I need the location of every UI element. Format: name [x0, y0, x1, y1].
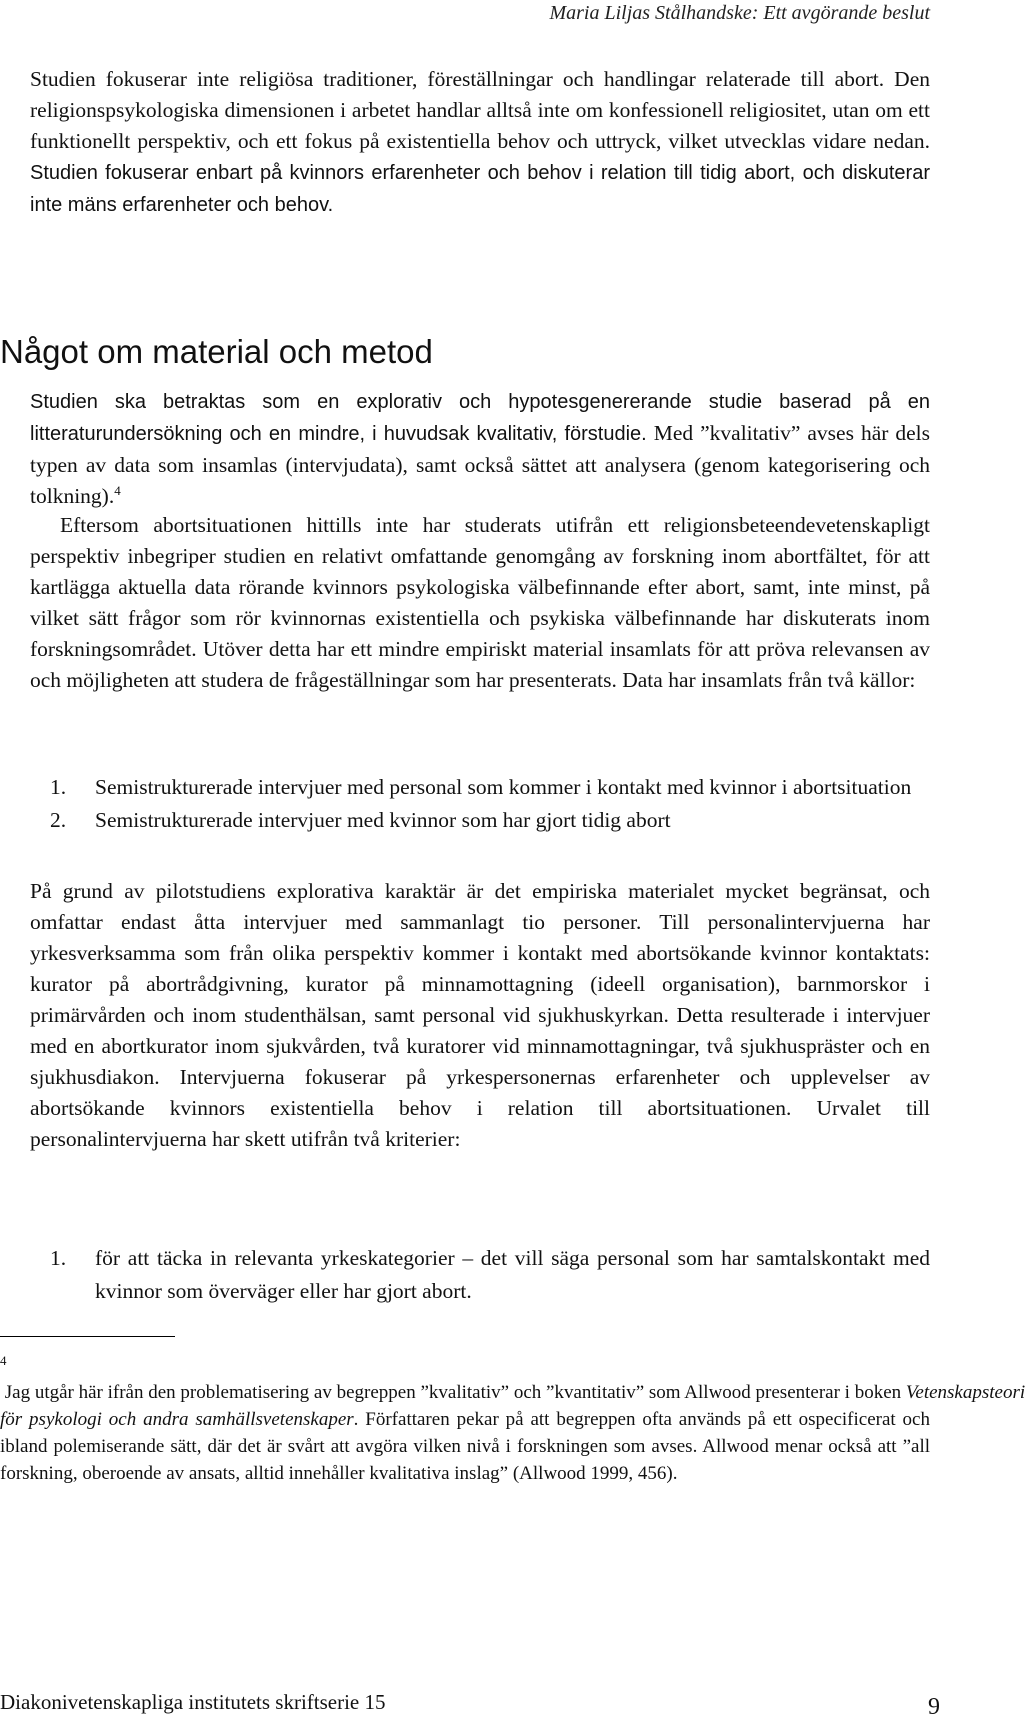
footnote-text-b: . Författaren pekar på att begreppen ofta används på ett ospecificerat och ibland polemiserande sätt, där det är svårt att avgöra vilken nivå i forskningen som avses. Allwood menar också att ”all forskning, oberoende av ansats, alltid innehåller kvalitativa inslag” (Allwood 1999, 456).: [0, 1409, 930, 1484]
list-text: för att täcka in relevanta yrkeskategorier – det vill säga personal som har samtalskontakt med kvinnor som överväger eller har gjort abort.: [95, 1246, 930, 1303]
page-number: 9: [928, 1694, 940, 1720]
footnote-divider: [0, 1336, 175, 1337]
list-text: Semistrukturerade intervjuer med kvinnor som har gjort tidig abort: [95, 808, 671, 832]
list-item: [30, 804, 930, 837]
list-text: Semistrukturerade intervjuer med personal som kommer i kontakt med kvinnor i abortsituation: [95, 775, 912, 799]
footnote-reference[interactable]: 4: [114, 483, 121, 498]
footnote-marker: 4: [0, 1353, 7, 1368]
method-paragraph-1: [30, 386, 930, 512]
footnote-book-title: Vetenskapsteori för psykologi och andra samhällsvetenskaper: [0, 1382, 1025, 1430]
method-p1-serif: Med ”kvalitativ” avses här dels typen av data som insamlas (intervjudata), samt också sättet att analysera (genom kategorisering och tolkning).: [30, 421, 931, 508]
section-heading: Något om material och metod: [0, 333, 433, 370]
intro-sans-text: Studien fokuserar enbart på kvinnors erfarenheter och behov i relation till tidig abort, och diskuterar inte mäns erfarenheter och behov.: [30, 162, 930, 216]
list-number: 2.: [50, 808, 67, 832]
footnote-text-a: Jag utgår här ifrån den problematisering av begreppen ”kvalitativ” och ”kvantitativ” som Allwood presenterar i boken: [0, 1382, 906, 1403]
list-number: 1.: [50, 1246, 67, 1270]
running-header: Maria Liljas Stålhandske: Ett avgörande beslut: [549, 2, 930, 24]
intro-paragraph: [30, 64, 930, 221]
source-list: [30, 771, 930, 837]
intro-serif-text: Studien fokuserar inte religiösa traditioner, föreställningar och handlingar relaterade till abort. Den religionspsykologiska dimensionen i arbetet handlar alltså inte om konfessionell religiositet, utan om ett funktionellt perspektiv, och ett fokus på existentiella behov och uttryck, vilket utvecklas vidare nedan.: [30, 67, 930, 153]
list-number: 1.: [50, 775, 67, 799]
list-item: [30, 771, 930, 804]
method-paragraph-2: Eftersom abortsituationen hittills inte har studerats utifrån ett religionsbeteendevetenskapligt perspektiv inbegriper studien en relativt omfattande genomgång av forskning inom abortfältet, för att kartlägga aktuella data rörande kvinnors psykologiska välbefinnande efter abort, samt, inte minst, på vilket sätt frågor som rör kvinnornas existentiella och psykiska välbefinnande har diskuterats inom forskningsområdet. Utöver detta har ett mindre empiriskt material insamlats för att pröva relevansen av och möjligheten att studera de frågeställningar som har presenterats. Data har insamlats från två källor:: [30, 513, 930, 692]
series-footer: Diakonivetenskapliga institutets skriftserie 15: [0, 1690, 386, 1714]
footnote: [0, 1352, 1025, 1487]
method-paragraph-3: På grund av pilotstudiens explorativa karaktär är det empiriska materialet mycket begränsat, och omfattar endast åtta intervjuer med sammanlagt tio personer. Till personalintervjuerna har yrkesverksamma som från olika perspektiv kommer i kontakt med abortsökande kvinnor kontaktats: kurator på abortrådgivning, kurator på minnamottagning (ideell organisation), barnmorskor i primärvården och inom studenthälsan, samt personal vid sjukhuskyrkan. Detta resulterade i intervjuer med en abortkurator inom sjukvården, två kuratorer vid minnamottagningar, två sjukhuspräster och en sjukhusdiakon. Intervjuerna fokuserar på yrkespersonernas erfarenheter och upplevelser av abortsökande kvinnors existentiella behov i relation till abortsituationen. Urvalet till personalintervjuerna har skett utifrån två kriterier:: [30, 879, 930, 1151]
criteria-list: [30, 1242, 930, 1308]
method-p1-sans: Studien ska betraktas som en explorativ och hypotesgenererande studie baserad på en litteraturundersökning och en mindre, i huvudsak kvalitativ, förstudie.: [30, 391, 930, 445]
list-item: [30, 1242, 930, 1308]
